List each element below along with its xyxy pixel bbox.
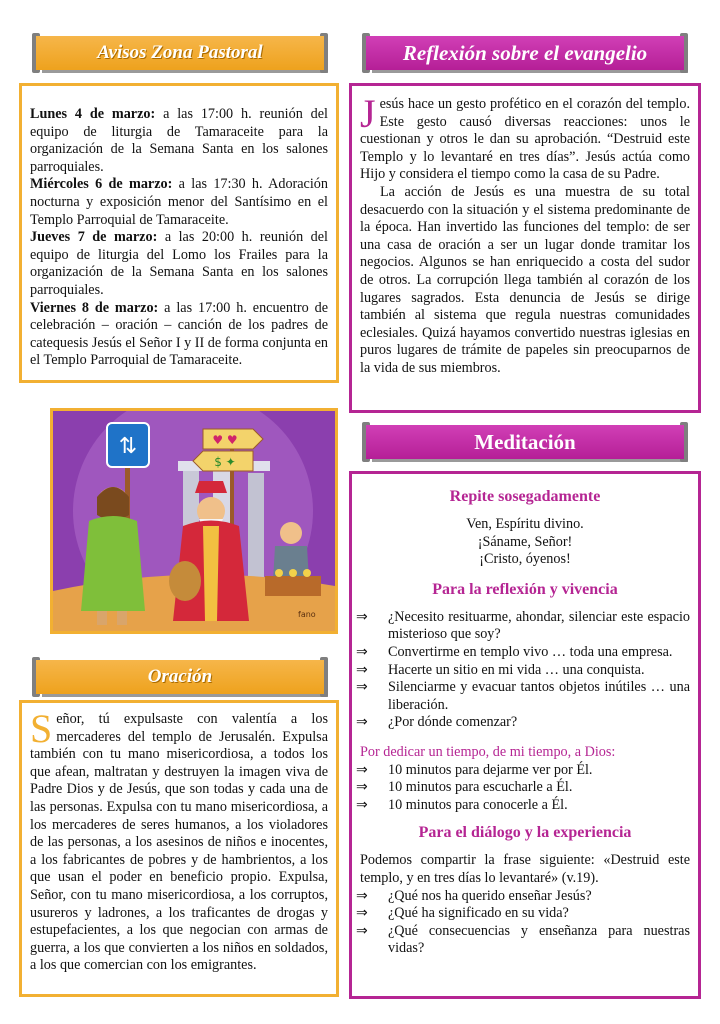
reflexion-header	[366, 33, 684, 71]
dialogo-title: Para el diálogo y la experiencia	[418, 824, 632, 842]
list-item: ⇒ 10 minutos para dejarme ver por Él.	[356, 761, 593, 778]
avisos-box	[19, 83, 339, 383]
svg-text:⇅: ⇅	[118, 434, 138, 459]
illustration-svg	[53, 411, 335, 631]
oracion-header	[36, 657, 324, 695]
svg-text:♥ ♥: ♥ ♥	[212, 433, 238, 447]
repite-title: Repite sosegadamente	[449, 488, 601, 505]
dialogo-list	[352, 888, 690, 958]
oracion-dropcap: S	[30, 706, 53, 751]
reflexion-title: Reflexión sobre el evangelio	[366, 36, 684, 70]
repite-line: Ven, Espíritu divino.	[466, 516, 584, 532]
aviso-jueves: Jueves 7 de marzo: a las 20:00 h. reunión del equipo de liturgia del Lomo los Frailes para la organización de la Semana Santa en los salones parroquiales.	[30, 229, 328, 298]
list-item: ⇒ Silenciarme y evacuar tantos objetos inútiles … una liberación.	[356, 679, 690, 713]
tiempo-title: Por dedicar un tiempo, de mi tiempo, a Dios:	[360, 743, 616, 760]
aviso-viernes: Viernes 8 de marzo: a las 17:00 h. encuentro de celebración – oración – canción de los padres de catequesis Jesús el Señor I y II de forma conjunta en el Templo Parroquial de Tamaraceite.	[30, 299, 328, 369]
illustration-signature: fano	[298, 610, 316, 619]
avisos-header	[36, 33, 324, 71]
tiempo-list	[352, 762, 690, 815]
avisos-title: Avisos Zona Pastoral	[36, 36, 324, 70]
list-item: ⇒ ¿Qué ha significado en su vida?	[356, 905, 569, 922]
reflexion-dropcap: J	[360, 91, 376, 136]
svg-text:$ ✦: $ ✦	[214, 455, 236, 469]
meditacion-title: Meditación	[366, 425, 684, 459]
oracion-box	[19, 700, 339, 997]
reflexion-p1: Jesús hace un gesto profético en el corazón del templo. Este gesto causó diversas reacciones: unos le cuestionan y otros le dan su aprobación. “Destruid este Templo y lo levantaré en tres días”. Jesús actúa como Hijo y considera el tiempo como la casa de su Padre.	[360, 91, 690, 183]
aviso-lunes: Lunes 4 de marzo: a las 17:00 h. reunión del equipo de liturgia de Tamaraceite para la organización de la Semana Santa en los salones parroquiales.	[30, 106, 328, 175]
list-item: ⇒ ¿Necesito resituarme, ahondar, silenciar este espacio misterioso que soy?	[356, 608, 690, 643]
jesus-temple-illustration	[50, 408, 338, 634]
list-item: ⇒ Convertirme en templo vivo … toda una empresa.	[356, 643, 673, 660]
meditacion-box	[349, 471, 701, 999]
list-item: ⇒ ¿Por dónde comenzar?	[356, 714, 518, 731]
list-item: ⇒ 10 minutos para conocerle a Él.	[356, 796, 568, 813]
vivencia-list	[352, 609, 690, 732]
aviso-miercoles: Miércoles 6 de marzo: a las 17:30 h. Adoración nocturna y exposición menor del Santísimo en el Templo Parroquial de Tamaraceite.	[30, 176, 328, 228]
oracion-text: Señor, tú expulsaste con valentía a los mercaderes del templo de Jerusalén. Expulsa también con tu mano misericordiosa, a todos los que afean, maltratan y destruyen la imagen viva de Padre Dios y de Jesús, que son todas y cada una de las personas. Expulsa con tu mano misericordiosa, a los mercaderes de seres humanos, a los violadores de las personas, a los asesinos de niños e inocentes, a los fabricantes de pobres y de hambrientos, a los que usan el poder en beneficio propio. Expulsa, Señor, con tu mano misericordiosa, a los corruptos, usureros y ladrones, a los traficantes de drogas y estupefacientes, a los que negocian con armas de guerra, a los que convierten a los niños en soldados, a los que comercian con los emigrantes.	[30, 706, 328, 974]
list-item: ⇒ 10 minutos para escucharle a Él.	[356, 779, 573, 796]
repite-line: ¡Cristo, óyenos!	[479, 551, 571, 568]
reflexion-box	[349, 83, 701, 413]
vivencia-title: Para la reflexión y vivencia	[432, 580, 618, 598]
list-item: ⇒ Hacerte un sitio en mi vida … una conquista.	[356, 661, 645, 678]
dialogo-intro: Podemos compartir la frase siguiente: «Destruid este templo, y en tres días lo levantaré» (v.19).	[360, 852, 690, 886]
oracion-title: Oración	[36, 660, 324, 694]
list-item: ⇒ ¿Qué consecuencias y enseñanza para nuestras vidas?	[356, 922, 690, 957]
reflexion-p2: La acción de Jesús es una muestra de su total desacuerdo con la situación y el sistema predominante de la época. Han invertido las funciones del templo: de ser una casa de oración a ser un lugar donde tramitar los negocios. Algunos se han enriquecido a costa del sudor de otros. La corrupción llega también al corazón de los lugares sagrados. Esta denuncia de Jesús se dirige también al sistema que regula nuestras comunidades eclesiales. Quizá hayamos convertido nuestras iglesias en puros lugares de trámite de papeles sin preocuparnos de la vida de sus miembros.	[360, 183, 690, 376]
list-item: ⇒ ¿Qué nos ha querido enseñar Jesús?	[356, 887, 592, 904]
meditacion-header	[366, 422, 684, 460]
repite-line: ¡Sáname, Señor!	[477, 533, 573, 550]
